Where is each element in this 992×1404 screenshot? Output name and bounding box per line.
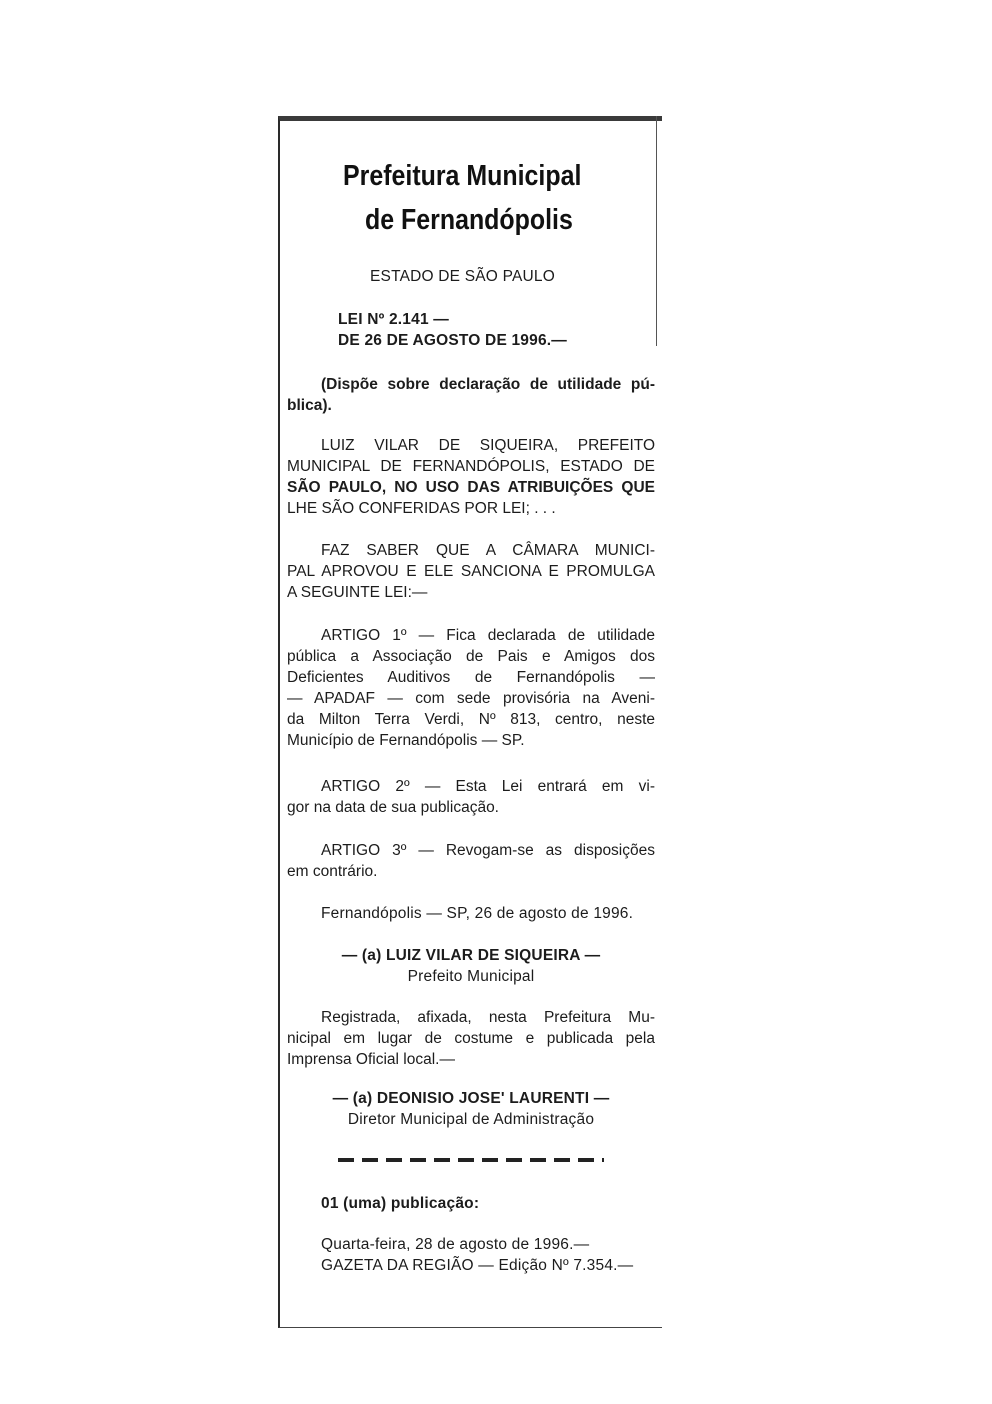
law-summary bbox=[287, 374, 655, 416]
publication-count: 01 (uma) publicação: bbox=[321, 1195, 480, 1212]
place-date: Fernandópolis — SP, 26 de agosto de 1996. bbox=[321, 905, 634, 922]
publication-source: GAZETA DA REGIÃO — Edição Nº 7.354.— bbox=[321, 1257, 634, 1274]
preamble-line: MUNICIPAL DE FERNANDÓPOLIS, ESTADO DE bbox=[287, 458, 655, 475]
signature-director-name: — (a) DEONISIO JOSE' LAURENTI — bbox=[332, 1090, 610, 1107]
masthead-line-1: Prefeitura Municipal bbox=[343, 160, 582, 192]
preamble-line: SÃO PAULO, NO USO DAS ATRIBUIÇÕES QUE bbox=[287, 479, 655, 496]
summary-line: (Dispõe sobre declaração de utilidade pú- bbox=[321, 376, 655, 393]
article-1-line: ARTIGO 1º — Fica declarada de utilidade bbox=[321, 627, 655, 644]
article-1 bbox=[287, 625, 655, 751]
preamble-line: LHE SÃO CONFERIDAS POR LEI; . . . bbox=[287, 500, 556, 517]
state-heading: ESTADO DE SÃO PAULO bbox=[370, 268, 555, 285]
signature-director-title: Diretor Municipal de Administração bbox=[347, 1111, 595, 1128]
article-1-line: Deficientes Auditivos de Fernandópolis — bbox=[287, 669, 655, 686]
article-3 bbox=[287, 840, 655, 882]
column-rule bbox=[656, 116, 657, 346]
masthead-line-2: de Fernandópolis bbox=[365, 204, 573, 236]
enactment-paragraph bbox=[287, 540, 655, 603]
registration-paragraph bbox=[287, 1007, 655, 1070]
article-3-line: em contrário. bbox=[287, 863, 378, 880]
article-1-line: — APADAF — com sede provisória na Aveni- bbox=[287, 690, 655, 707]
enactment-line: FAZ SABER QUE A CÂMARA MUNICI- bbox=[321, 542, 655, 559]
preamble-line: LUIZ VILAR DE SIQUEIRA, PREFEITO bbox=[321, 437, 655, 454]
article-1-line: da Milton Terra Verdi, Nº 813, centro, neste bbox=[287, 711, 655, 728]
summary-line: blica). bbox=[287, 397, 332, 414]
article-1-line: pública a Associação de Pais e Amigos dos bbox=[287, 648, 655, 665]
article-2-line: gor na data de sua publicação. bbox=[287, 799, 499, 816]
registration-line: Imprensa Oficial local.— bbox=[287, 1051, 455, 1068]
dashed-separator bbox=[338, 1158, 604, 1162]
enactment-line: A SEGUINTE LEI:— bbox=[287, 584, 428, 601]
registration-line: nicipal em lugar de costume e publicada pela bbox=[287, 1030, 655, 1047]
enactment-line: PAL APROVOU E ELE SANCIONA E PROMULGA bbox=[287, 563, 655, 580]
preamble-paragraph bbox=[287, 435, 655, 519]
article-2 bbox=[287, 776, 655, 818]
publication-date: Quarta-feira, 28 de agosto de 1996.— bbox=[321, 1236, 590, 1253]
article-1-line: Município de Fernandópolis — SP. bbox=[287, 732, 525, 749]
signature-mayor-name: — (a) LUIZ VILAR DE SIQUEIRA — bbox=[341, 947, 601, 964]
article-3-line: ARTIGO 3º — Revogam-se as disposições bbox=[321, 842, 655, 859]
article-2-line: ARTIGO 2º — Esta Lei entrará em vi- bbox=[321, 778, 655, 795]
signature-mayor-title: Prefeito Municipal bbox=[407, 968, 535, 985]
law-number: LEI Nº 2.141 — bbox=[338, 311, 449, 328]
law-date: DE 26 DE AGOSTO DE 1996.— bbox=[338, 332, 567, 349]
registration-line: Registrada, afixada, nesta Prefeitura Mu- bbox=[321, 1009, 655, 1026]
